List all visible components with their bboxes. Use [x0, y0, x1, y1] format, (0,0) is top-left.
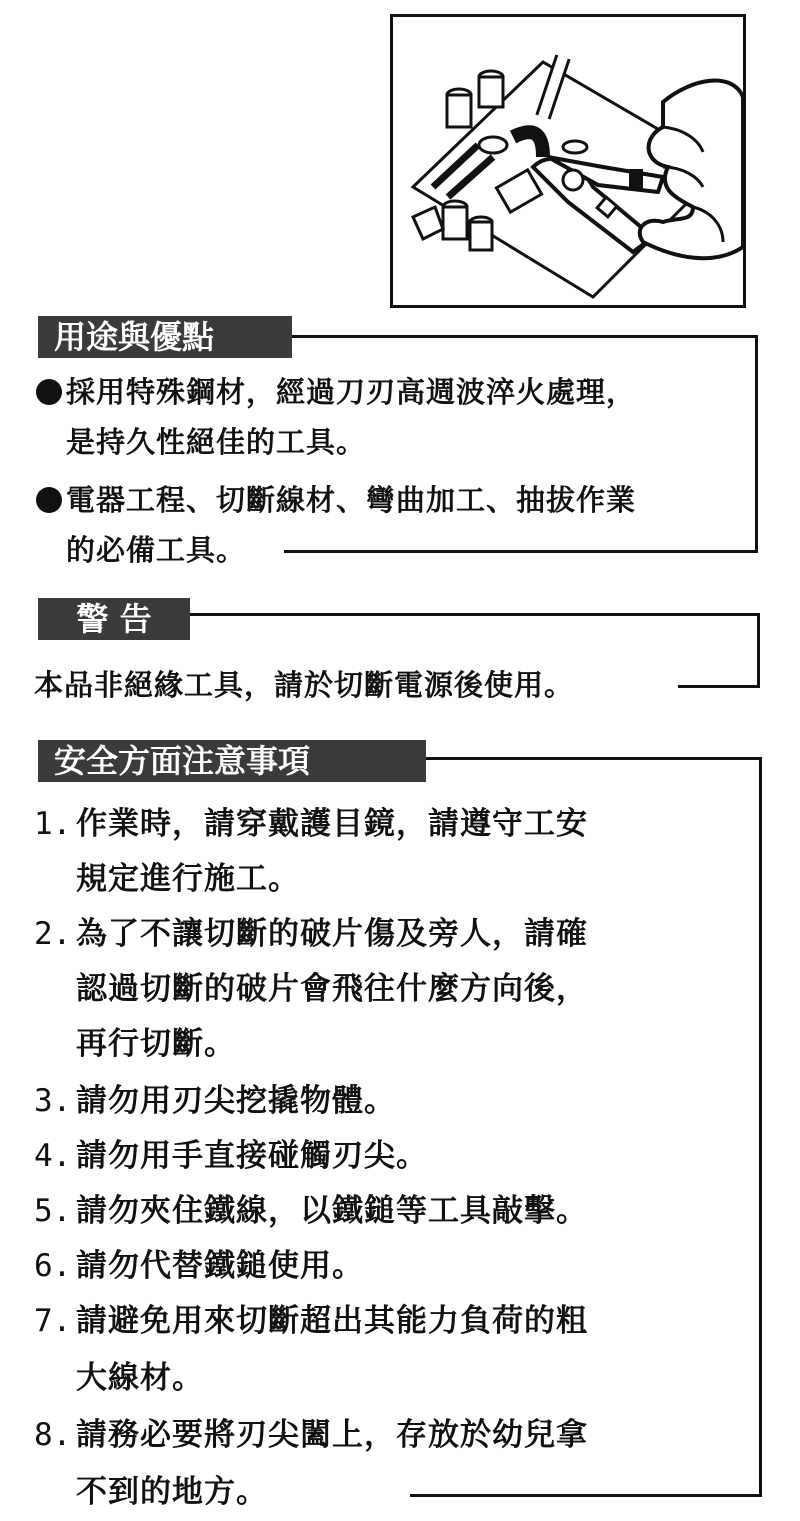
- safety-item-3-line-1: 請勿用刃尖挖撬物體。: [76, 1083, 396, 1119]
- uses-item-2-line-2: 的必備工具。: [66, 533, 247, 567]
- safety-item-4-line-1: 請勿用手直接碰觸刃尖。: [76, 1138, 428, 1174]
- safety-item-6-number: 6.: [34, 1248, 72, 1284]
- safety-frame: [410, 757, 762, 1497]
- uses-item-1-line-2: 是持久性絕佳的工具。: [66, 425, 367, 459]
- safety-title: 安全方面注意事項: [38, 740, 426, 782]
- safety-item-7-line-1: 請避免用來切斷超出其能力負荷的粗: [76, 1303, 588, 1339]
- safety-item-2-line-2: 認過切斷的破片會飛往什麼方向後，: [76, 971, 588, 1007]
- safety-item-2-line-3: 再行切斷。: [76, 1026, 236, 1062]
- safety-item-5-number: 5.: [34, 1193, 72, 1229]
- safety-item-1-number: 1.: [34, 806, 72, 842]
- safety-item-2-line-1: 為了不讓切斷的破片傷及旁人，請確: [76, 916, 588, 952]
- bullet-dot-icon: [36, 487, 62, 513]
- safety-item-7-line-2: 大線材。: [76, 1360, 204, 1396]
- warning-title: 警 告: [38, 598, 190, 640]
- safety-item-3-number: 3.: [34, 1083, 72, 1119]
- product-illustration: [390, 14, 746, 308]
- uses-title: 用途與優點: [38, 316, 292, 358]
- safety-item-7-number: 7.: [34, 1303, 72, 1339]
- safety-item-6-line-1: 請勿代替鐵鎚使用。: [76, 1248, 364, 1284]
- cutting-pliers-on-circuit-board-icon: [393, 17, 743, 305]
- safety-item-1-line-2: 規定進行施工。: [76, 861, 300, 897]
- safety-item-2-number: 2.: [34, 916, 72, 952]
- uses-item-2-line-1: 電器工程、切斷線材、彎曲加工、抽拔作業: [66, 483, 637, 517]
- safety-item-8-line-1: 請務必要將刃尖闔上，存放於幼兒拿: [76, 1417, 588, 1453]
- safety-item-1-line-1: 作業時，請穿戴護目鏡，請遵守工安: [76, 806, 588, 842]
- safety-item-8-number: 8.: [34, 1417, 72, 1453]
- safety-item-4-number: 4.: [34, 1138, 72, 1174]
- safety-item-5-line-1: 請勿夾住鐵線，以鐵鎚等工具敲擊。: [76, 1193, 588, 1229]
- warning-text: 本品非絕緣工具，請於切斷電源後使用。: [34, 668, 575, 702]
- bullet-dot-icon: [36, 379, 62, 405]
- safety-item-8-line-2: 不到的地方。: [76, 1474, 268, 1510]
- uses-item-1-line-1: 採用特殊鋼材，經過刀刃高週波淬火處理，: [66, 375, 637, 409]
